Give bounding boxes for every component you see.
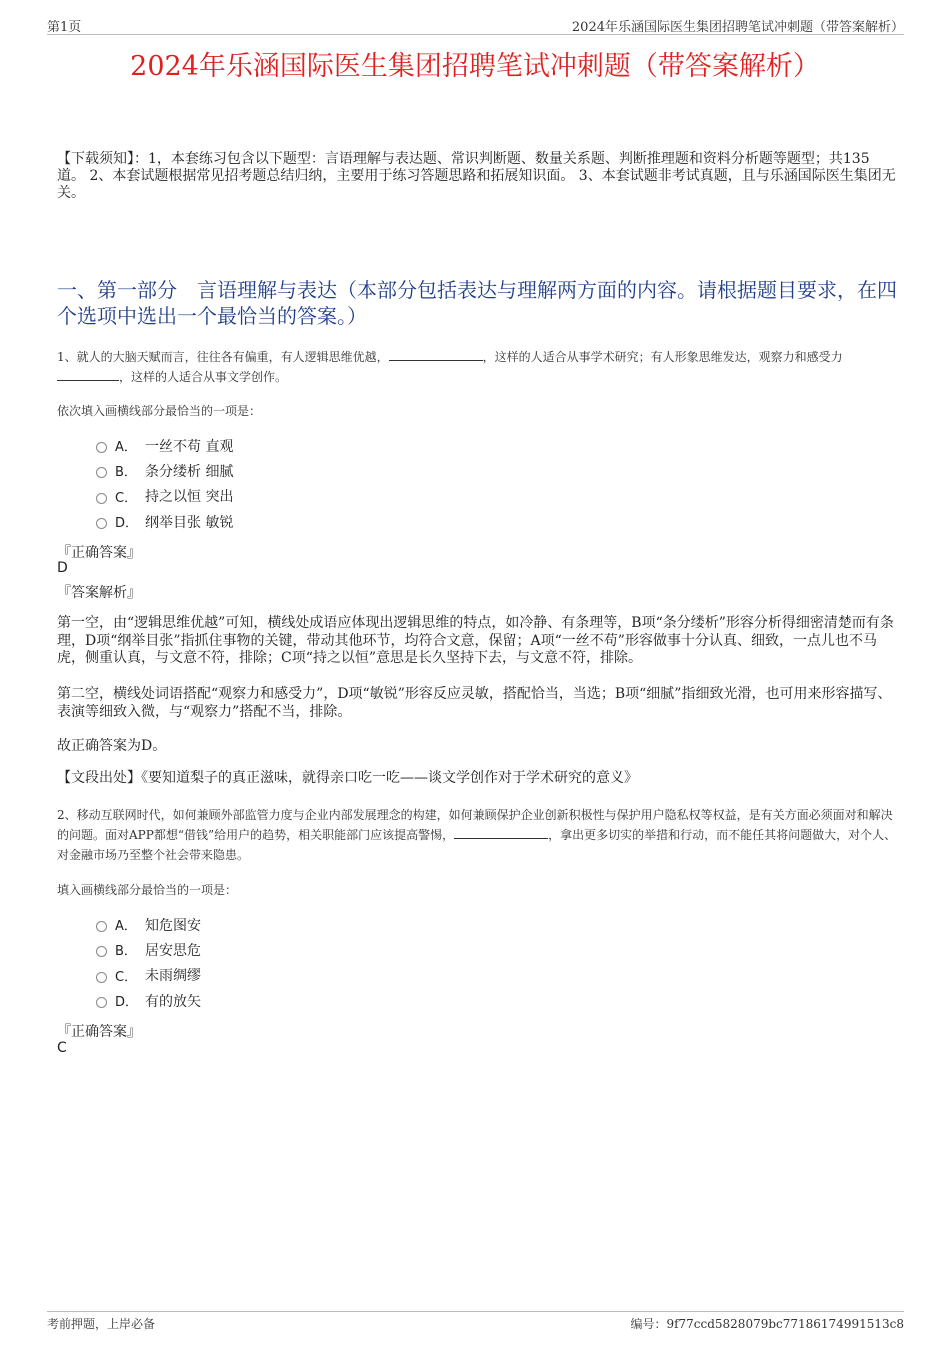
question-2-prompt: 填入画横线部分最恰当的一项是： <box>57 883 238 897</box>
q2-stem-part-b: ，拿出更多切实的举措和行动，而不能任其将问题做大，对个人、对金融市场乃至整个社会带来隐患。 <box>57 828 897 862</box>
radio-icon[interactable] <box>96 467 107 478</box>
q2-stem-part-a: 2、移动互联网时代，如何兼顾外部监管力度与企业内部发展理念的构建，如何兼顾保护企业创新积极性与保护用户隐私权等权益，是有关方面必须面对和解决的问题。面对APP都想“借钱”给用户的趋势，相关职能部门应该提高警惕， <box>57 808 893 842</box>
radio-icon[interactable] <box>96 493 107 504</box>
page-footer <box>47 1311 904 1331</box>
document-code: 编号：9f77ccd5828079bc77186174991513c8 <box>630 1317 904 1331</box>
radio-icon[interactable] <box>96 946 107 957</box>
option-a[interactable]: A． 知危图安 <box>96 912 201 937</box>
source-citation: 【文段出处】《要知道梨子的真正滋味，就得亲口吃一吃——谈文学创作对于学术研究的意义》 <box>57 770 638 786</box>
radio-icon[interactable] <box>96 997 107 1008</box>
header-doc-title: 2024年乐涵国际医生集团招聘笔试冲刺题（带答案解析） <box>571 20 904 35</box>
document-title: 2024年乐涵国际医生集团招聘笔试冲刺题（带答案解析） <box>130 51 820 82</box>
option-d[interactable]: D． 纲举目张 敏锐 <box>96 509 233 534</box>
question-1-prompt: 依次填入画横线部分最恰当的一项是： <box>57 404 262 418</box>
analysis-label: 『答案解析』 <box>57 585 141 601</box>
page-number: 第1页 <box>47 20 82 35</box>
option-b[interactable]: B． 居安思危 <box>96 937 201 962</box>
radio-icon[interactable] <box>96 518 107 529</box>
option-a[interactable]: A． 一丝不苟 直观 <box>96 433 233 458</box>
question-2-options <box>96 912 201 1013</box>
answer-value: C <box>57 1040 67 1056</box>
q1-stem-part-a: 1、就人的大脑天赋而言，往往各有偏重，有人逻辑思维优越， <box>57 350 389 364</box>
q1-stem-part-b: ，这样的人适合从事学术研究；有人形象思维发达，观察力和感受力 <box>482 350 843 364</box>
answer-label: 『正确答案』 <box>57 1024 141 1040</box>
answer-value: D <box>57 560 68 576</box>
blank-line <box>454 826 548 839</box>
question-1-options <box>96 433 233 534</box>
option-c[interactable]: C． 未雨绸缪 <box>96 963 201 988</box>
radio-icon[interactable] <box>96 972 107 983</box>
radio-icon[interactable] <box>96 921 107 932</box>
page-header <box>47 14 904 35</box>
answer-conclusion: 故正确答案为D。 <box>57 738 167 754</box>
option-c[interactable]: C． 持之以恒 突出 <box>96 484 233 509</box>
analysis-paragraph-1: 第一空，由“逻辑思维优越”可知，横线处成语应体现出逻辑思维的特点，如冷静、有条理等，B项“条分缕析”形容分析得细密清楚而有条理，D项“纲举目张”指抓住事物的关键，带动其他环节，均符合文意，保留；A项“一丝不苟”形容做事十分认真、细致，一点儿也不马虎，侧重认真，与文意不符，排除；C项“持之以恒”意思是长久坚持下去，与文意不符，排除。 <box>57 615 894 666</box>
question-2-stem <box>57 805 897 865</box>
blank-line <box>57 368 119 381</box>
analysis-paragraph-2: 第二空，横线处词语搭配“观察力和感受力”，D项“敏锐”形容反应灵敏，搭配恰当，当选；B项“细腻”指细致光滑，也可用来形容描写、表演等细致入微，与“观察力”搭配不当，排除。 <box>57 686 892 720</box>
option-b[interactable]: B． 条分缕析 细腻 <box>96 458 233 483</box>
question-1-stem <box>57 347 897 387</box>
footer-slogan: 考前押题，上岸必备 <box>47 1317 156 1331</box>
blank-line <box>389 348 483 361</box>
download-notice: 【下载须知】：1，本套练习包含以下题型：言语理解与表达题、常识判断题、数量关系题、判断推理题和资料分析题等题型；共135道。 2、本套试题根据常见招考题总结归纳，主要用于练习答题思路和拓展知识面。 3、本套试题非考试真题，且与乐涵国际医生集团无关。 <box>57 151 896 201</box>
option-d[interactable]: D． 有的放矢 <box>96 988 201 1013</box>
radio-icon[interactable] <box>96 442 107 453</box>
q1-stem-part-c: ，这样的人适合从事文学创作。 <box>119 370 288 384</box>
answer-label: 『正确答案』 <box>57 545 141 561</box>
section-heading: 一、第一部分 言语理解与表达（本部分包括表达与理解两方面的内容。请根据题目要求，在四个选项中选出一个最恰当的答案。） <box>57 278 897 328</box>
